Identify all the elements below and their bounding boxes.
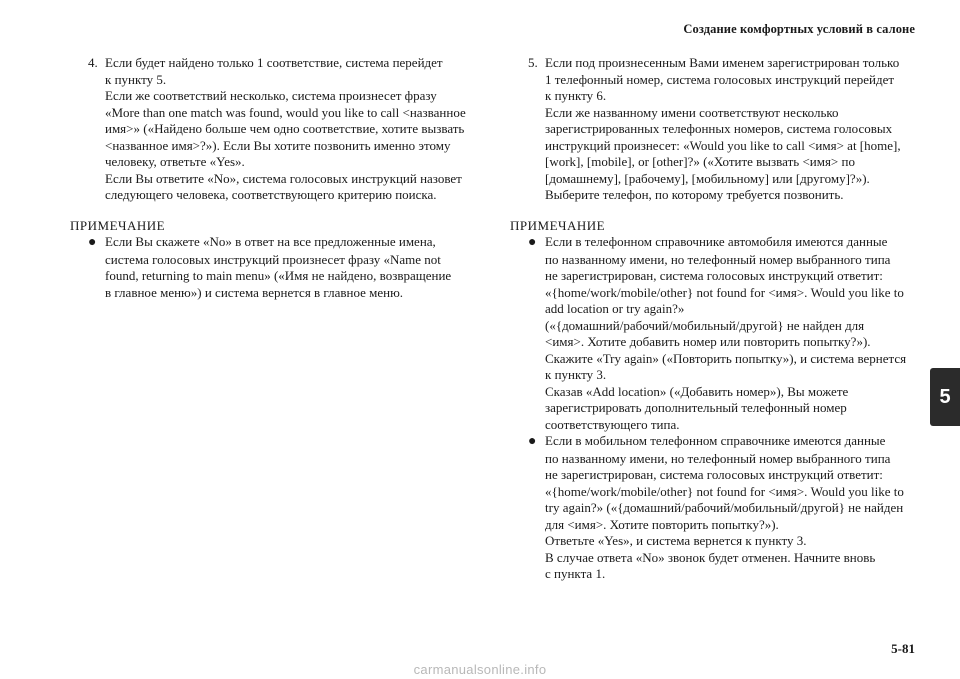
note-line: «{home/work/mobile/other} not found for <имя>. Would you like to	[545, 483, 904, 499]
note-line: не зарегистрирован, система голосовых инструкций ответит:	[545, 268, 883, 283]
left-column	[70, 55, 483, 301]
note-line: Скажите «Try again» («Повторить попытку»), и система вернется	[545, 350, 907, 366]
step-5	[528, 55, 916, 204]
page-number: 5-81	[891, 641, 915, 656]
step-line: [домашнему], [рабочему], [мобильному] или [другому]?»).	[545, 170, 870, 186]
step-number: 4.	[88, 55, 98, 70]
note-heading: ПРИМЕЧАНИЕ	[510, 217, 606, 233]
note-line: В случае ответа «No» звонок будет отменен. Начните вновь	[545, 549, 876, 565]
note-line: в главное меню») и система вернется в главное меню.	[105, 284, 404, 300]
step-line: 1 телефонный номер, система голосовых инструкций перейдет	[545, 71, 895, 87]
note-heading: ПРИМЕЧАНИЕ	[70, 217, 166, 233]
step-line: «More than one match was found, would you like to call <названное	[105, 104, 466, 120]
note-line: («{домашний/рабочий/мобильный/другой} не найден для	[545, 317, 865, 333]
note-line: ● Если в мобильном телефонном справочнике имеются данные	[528, 433, 886, 449]
step-line: 5. Если под произнесенным Вами именем зарегистрирован только	[528, 55, 900, 70]
note-line: соответствующего типа.	[545, 416, 680, 432]
step-line: зарегистрированных телефонных номеров, система голосовых	[545, 121, 893, 136]
note-line: Ответьте «Yes», и система вернется к пункту 3.	[545, 533, 807, 548]
step-line: <названное имя>?»). Если Вы хотите позвонить именно этому	[105, 137, 451, 153]
chapter-tab: 5	[930, 368, 960, 426]
step-line: 4. Если будет найдено только 1 соответствие, система перейдет	[88, 55, 443, 70]
note-line: ● Если Вы скажете «No» в ответ на все предложенные имена,	[88, 234, 436, 250]
watermark: carmanualsonline.info	[413, 662, 547, 677]
note-bullet-2	[528, 433, 916, 583]
step-line: Если же названному имени соответствуют несколько	[545, 104, 839, 120]
note-line: ● Если в телефонном справочнике автомобиля имеются данные	[528, 234, 888, 250]
note-block	[70, 217, 483, 302]
bullet-icon: ●	[528, 235, 537, 250]
step-line: человеку, ответьте «Yes».	[105, 154, 245, 169]
note-line: Сказав «Add location» («Добавить номер»), Вы можете	[545, 383, 849, 399]
step-line: [work], [mobile], or [other]?» («Хотите вызвать <имя> по	[545, 154, 855, 169]
note-line: для <имя>. Хотите повторить попытку?»).	[545, 516, 779, 532]
bullet-icon: ●	[88, 235, 97, 250]
step-line: Выберите телефон, по которому требуется позвонить.	[545, 187, 844, 202]
step-number: 5.	[528, 55, 538, 70]
step-line: следующего человека, соответствующего критерию поиска.	[105, 187, 437, 202]
note-line: не зарегистрирован, система голосовых инструкций ответит:	[545, 467, 883, 482]
note-line: система голосовых инструкций произнесет фразу «Name not	[105, 251, 441, 267]
note-line: зарегистрировать дополнительный телефонный номер	[545, 400, 847, 415]
step-line: Если Вы ответите «No», система голосовых инструкций назовет	[105, 170, 462, 186]
note-line: found, returning to main menu» («Имя не найдено, возвращение	[105, 268, 452, 283]
note-line: add location or try again?»	[545, 301, 685, 316]
note-bullet-1	[528, 234, 916, 433]
step-line: имя>» («Найдено больше чем одно соответствие, хотите вызвать	[105, 121, 465, 136]
note-block	[510, 217, 916, 583]
note-line: по названному имени, но телефонный номер выбранного типа	[545, 251, 891, 267]
note-line: к пункту 3.	[545, 367, 607, 382]
bullet-icon: ●	[528, 434, 537, 449]
step-line: инструкций произнесет: «Would you like to call <имя> at [home],	[545, 137, 901, 153]
step-line: к пункту 6.	[545, 88, 607, 103]
right-column	[510, 55, 916, 583]
page-header-title: Создание комфортных условий в салоне	[683, 22, 915, 36]
note-line: по названному имени, но телефонный номер выбранного типа	[545, 450, 891, 466]
note-line: «{home/work/mobile/other} not found for <имя>. Would you like to	[545, 284, 904, 300]
note-line: <имя>. Хотите добавить номер или повторить попытку?»).	[545, 334, 871, 349]
step-line: к пункту 5.	[105, 71, 167, 87]
step-4	[88, 55, 483, 204]
note-line: с пункта 1.	[545, 566, 606, 581]
note-line: try again?» («{домашний/рабочий/мобильный/другой} не найден	[545, 500, 904, 515]
step-line: Если же соответствий несколько, система произнесет фразу	[105, 88, 437, 103]
